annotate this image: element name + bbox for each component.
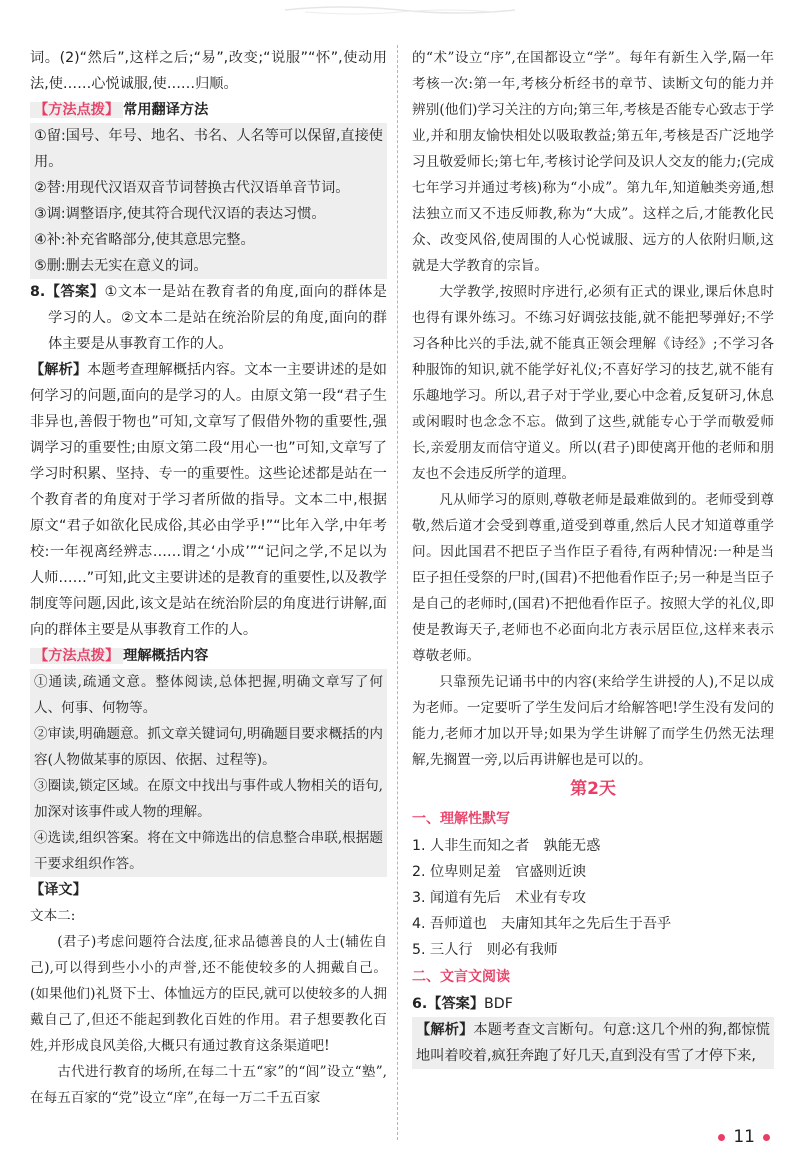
section-heading: 二、文言文阅读 xyxy=(412,969,510,985)
page-footer xyxy=(718,1127,770,1147)
analysis-paragraph xyxy=(416,1017,770,1069)
paragraph: 词。(2)“然后”,这样之后;“易”,改变;“说服”“怀”,使动用法,使……心悦诚服,使……归顺。 xyxy=(30,50,387,92)
section-heading: 一、理解性默写 xyxy=(412,811,510,827)
method-item: ③圈读,锁定区域。在原文中找出与事件或人物相关的语句,加深对该事件或人物的理解。 xyxy=(34,778,383,820)
answer-text: ①文本一是站在教育者的角度,面向的群体是学习的人。②文本二是站在统治阶层的角度,面向的群体主要是从事教育工作的人。 xyxy=(48,284,387,352)
analysis-paragraph xyxy=(30,357,387,643)
analysis-text: 本题考查理解概括内容。文本一主要讲述的是如何学习的问题,面向的是学习的人。由原文第一段“君子生非异也,善假于物也”可知,文章写了假借外物的重要性,强调学习的重要性;由原文第二段“用心一也”可知,文章写了学习时积累、坚持、专一的重要性。这些论述都是站在一个教育者的角度对于学习者所做的指导。文本二中,根据原文“君子如欲化民成俗,其必由学乎!”“比年入学,中年考校:一年视离经辨志……谓之‘小成’”“记问之学,不足以为人师……”可知,此文主要讲述的是教育的重要性,以及教学制度等问题,因此,该文是站在统治阶层的角度进行讲解,面向的群体主要是从事教育工作的人。 xyxy=(30,362,387,638)
answer-item: 3. 闻道有先后 术业有专攻 xyxy=(412,890,587,906)
page-number: 11 xyxy=(733,1127,755,1147)
method-tip-heading xyxy=(30,97,387,123)
method-box xyxy=(30,669,387,877)
translation-paragraph: 大学教学,按照时序进行,必须有正式的课业,课后休息时也得有课外练习。不练习好调弦技能,就不能把琴弹好;不学习各种比兴的手法,就不能真正领会理解《诗经》;不学习各种服饰的知识,就不能学好礼仪;不喜好学习的技艺,就不能有乐趣地学习。所以,君子对于学业,要心中念着,反复研习,休息或闲暇时也念念不忘。做到了这些,就能专心于学而敬爱师长,亲爱朋友而信守道义。所以(君子)即使离开他的老师和朋友也不会违反所学的道理。 xyxy=(412,284,774,482)
method-tip-heading xyxy=(30,643,387,669)
analysis-tag: 【解析】 xyxy=(416,1022,474,1038)
method-tag: 【方法点拨】 xyxy=(30,102,123,118)
analysis-text: 本题考查文言断句。句意:这几个州的狗,都惊慌地叫着咬着,疯狂奔跑了好几天,直到没有雪了才停下来, xyxy=(416,1022,770,1064)
translation-paragraph: 只靠预先记诵书中的内容(来给学生讲授的人),不足以成为老师。一定要听了学生发问后才给解答吧!学生没有发问的能力,老师才加以开导;如果为学生讲解了而学生仍然无法理解,先搁置一旁,以后再讲解也是可以的。 xyxy=(412,674,774,768)
method-item: ③调:调整语序,使其符合现代汉语的表达习惯。 xyxy=(34,206,326,222)
translation-paragraph: 凡从师学习的原则,尊敬老师是最难做到的。老师受到尊敬,然后道才会受到尊重,道受到尊重,然后人民才知道尊重学问。因此国君不把臣子当作臣子看待,有两种情况:一种是当臣子担任受祭的尸时,(国君)不把他看作臣子;另一种是当臣子是自己的老师时,(国君)不把他看作臣子。按照大学的礼仪,即使是教诲天子,老师也不必面向北方表示居臣位,这样来表示尊敬老师。 xyxy=(412,492,774,664)
method-item: ①留:国号、年号、地名、书名、人名等可以保留,直接使用。 xyxy=(34,128,383,170)
dot-icon xyxy=(763,1134,770,1141)
method-box xyxy=(30,123,387,279)
text2-label: 文本二: xyxy=(30,908,76,924)
translation-tag: 【译文】 xyxy=(30,882,87,898)
method-title: 常用翻译方法 xyxy=(123,102,209,118)
method-title: 理解概括内容 xyxy=(123,648,209,664)
method-item: ④选读,组织答案。将在文中筛选出的信息整合串联,根据题干要求组织作答。 xyxy=(34,830,383,872)
method-item: ②审读,明确题意。抓文章关键词句,明确题目要求概括的内容(人物做某事的原因、依据、过程等)。 xyxy=(34,726,383,768)
analysis-tag: 【解析】 xyxy=(30,362,88,378)
translation-paragraph: 古代进行教育的场所,在每二十五“家”的“闾”设立“塾”,在每五百家的“党”设立“庠”,在每一万二千五百家 xyxy=(30,1064,387,1106)
answer-item: 4. 吾师道也 夫庸知其年之先后生于吾乎 xyxy=(412,916,672,932)
left-column xyxy=(30,45,387,1111)
answer-item: 2. 位卑则足羞 官盛则近谀 xyxy=(412,864,587,880)
dot-icon xyxy=(718,1134,725,1141)
method-item: ②替:用现代汉语双音节词替换古代汉语单音节词。 xyxy=(34,180,350,196)
translation-paragraph: (君子)考虑问题符合法度,征求品德善良的人士(辅佐自己),可以得到些小小的声誉,还不能使较多的人拥戴自己。(如果他们)礼贤下士、体恤远方的臣民,就可以使较多的人拥戴自己了,但还不能起到教化百姓的作用。君子想要教化百姓,并形成良风美俗,大概只有通过教育这条渠道吧! xyxy=(30,934,387,1054)
translation-paragraph: 的“术”设立“序”,在国都设立“学”。每年有新生入学,隔一年考核一次:第一年,考核分析经书的章节、读断文句的能力并辨别(他们)学习关注的方向;第三年,考核是否能专心致志于学业,并和朋友愉快相处以吸取教益;第五年,考核是否广泛地学习且敬爱师长;第七年,考核讨论学问及识人交友的能力;(完成七年学习并通过考核)称为“小成”。第九年,知道触类旁通,想法独立而又不违反师教,称为“大成”。这样之后,才能教化民众、改变风俗,使周围的人心悦诚服、远方的人依附归顺,这就是大学教育的宗旨。 xyxy=(412,50,774,274)
question-number: 8. xyxy=(30,284,46,300)
day-heading: 第2天 xyxy=(570,779,616,799)
method-item: ①通读,疏通文意。整体阅读,总体把握,明确文章写了何人、何事、何物等。 xyxy=(34,674,383,716)
method-item: ⑤删:删去无实在意义的词。 xyxy=(34,258,208,274)
column-divider xyxy=(397,45,398,1140)
top-ornament xyxy=(285,2,515,18)
answer-item: 5. 三人行 则必有我师 xyxy=(412,942,558,958)
answer-tag: 【答案】 xyxy=(45,284,105,300)
method-tag: 【方法点拨】 xyxy=(30,648,123,664)
question-number: 6. xyxy=(412,996,428,1012)
question-8-answer xyxy=(30,279,387,357)
answer-tag: 【答案】 xyxy=(427,996,485,1012)
right-column xyxy=(412,45,774,1069)
method-item: ④补:补充省略部分,使其意思完整。 xyxy=(34,232,255,248)
question-6-answer xyxy=(412,991,774,1017)
analysis-box xyxy=(412,1017,774,1069)
answer-item: 1. 人非生而知之者 孰能无惑 xyxy=(412,838,601,854)
answer-text: BDF xyxy=(484,996,513,1012)
